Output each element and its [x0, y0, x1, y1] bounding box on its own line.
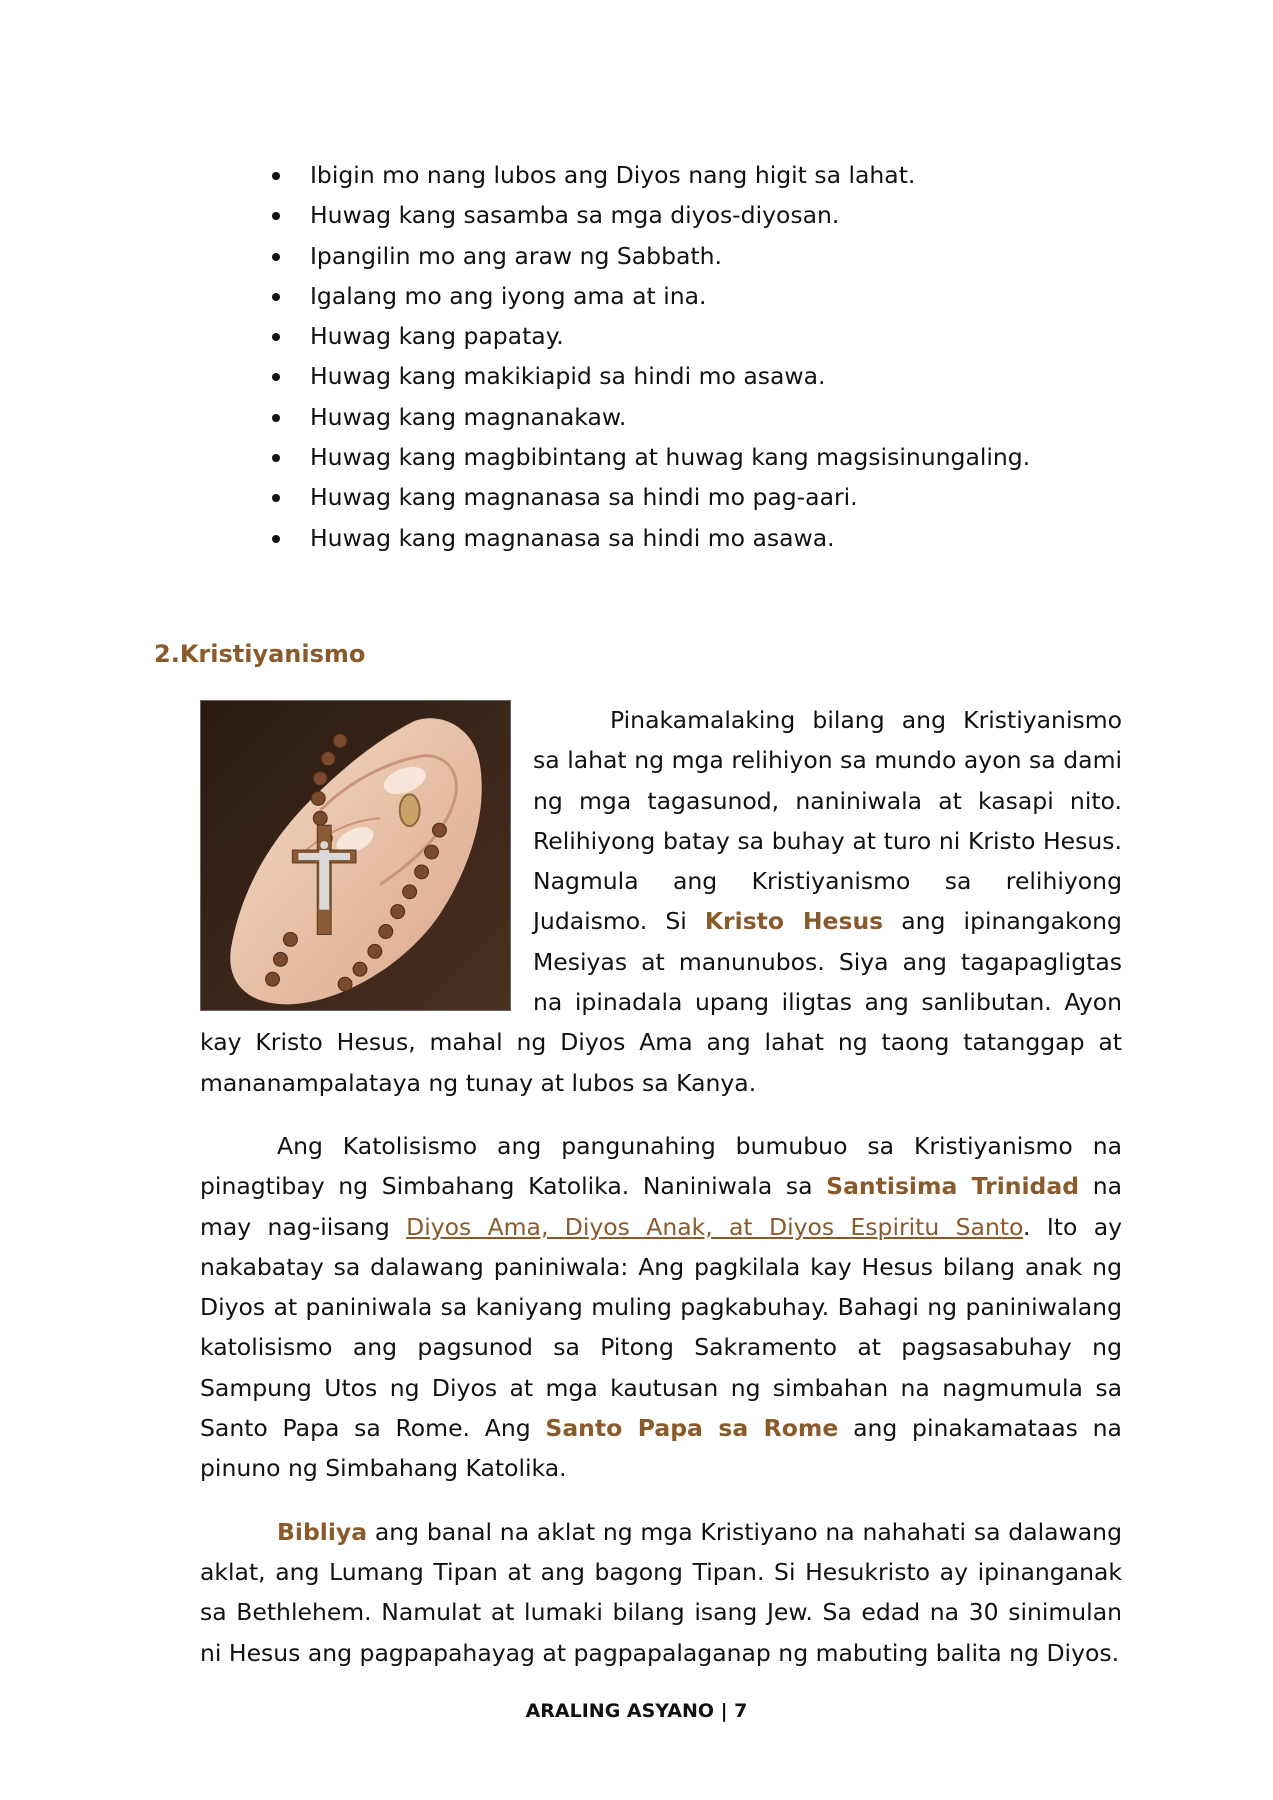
paragraph-bibliya: Bibliya ang banal na aklat ng mga Kristiyano na nahahati sa dalawang aklat, ang Lumang Tipan at ang bagong Tipan. Si Hesukristo ay ipinanganak sa Bethlehem. Namulat at lumaki bilang isang Jew. Sa edad na 30 sinimulan ni Hesus ang pagpapahayag at pagpapalaganap ng mabuting balita ng Diyos. — [200, 1517, 1122, 1667]
list-item: Ibigin mo nang lubos ang Diyos nang higit sa lahat. — [270, 155, 1030, 195]
section-heading: 2.Kristiyanismo — [154, 640, 366, 668]
list-item: Huwag kang magnanakaw. — [270, 397, 1030, 437]
list-item: Huwag kang papatay. — [270, 316, 1030, 356]
highlight-bibliya: Bibliya — [277, 1517, 368, 1546]
list-item: Ipangilin mo ang araw ng Sabbath. — [270, 236, 1030, 276]
paragraph-intro: Pinakamalaking bilang ang Kristiyanismo sa lahat ng mga relihiyon sa mundo ayon sa dami ng mga tagasunod, naniniwala at kasapi nito. Relihiyong batay sa buhay at turo ni Kristo Hesus. Nagmula ang Kristiyanismo sa relihiyong Judaismo. Si Kristo Hesus ang ipinangakong Mesiyas at manunubos. Siya ang tagapagligtas na ipinadala upang iligtas ang sanlibutan. Ayon kay Kristo Hesus, mahal ng Diyos Ama ang lahat ng taong tatanggap at mananampalataya ng tunay at lubos sa Kanya. — [200, 706, 1122, 1097]
list-item: Huwag kang sasamba sa mga diyos-diyosan. — [270, 195, 1030, 235]
list-item: Huwag kang magbibintang at huwag kang magsisinungaling. — [270, 437, 1030, 477]
page-footer: ARALING ASYANO | 7 — [525, 1700, 748, 1722]
list-item: Huwag kang magnanasa sa hindi mo asawa. — [270, 518, 1030, 558]
list-item: Huwag kang makikiapid sa hindi mo asawa. — [270, 356, 1030, 396]
rosary-hands-image — [200, 700, 511, 1011]
section-body — [200, 700, 1122, 1696]
list-item: Igalang mo ang iyong ama at ina. — [270, 276, 1030, 316]
highlight-santo-papa: Santo Papa sa Rome — [545, 1414, 839, 1443]
highlight-santisima-trinidad: Santisima Trinidad — [826, 1172, 1080, 1201]
list-item: Huwag kang magnanasa sa hindi mo pag-aari. — [270, 477, 1030, 517]
ten-commandments-list — [270, 155, 1030, 558]
highlight-kristo-hesus: Kristo Hesus — [704, 907, 884, 936]
trinity-link[interactable]: Diyos Ama, Diyos Anak, at Diyos Espiritu Santo — [406, 1212, 1024, 1241]
paragraph-katolisismo: Ang Katolisismo ang pangunahing bumubuo sa Kristiyanismo na pinagtibay ng Simbahang Katolika. Naniniwala sa Santisima Trinidad na may nag-iisang Diyos Ama, Diyos Anak, at Diyos Espiritu Santo. Ito ay nakabatay sa dalawang paniniwala: Ang pagkilala kay Hesus bilang anak ng Diyos at paniniwala sa kaniyang muling pagkabuhay. Bahagi ng paniniwalang katolisismo ang pagsunod sa Pitong Sakramento at pagsasabuhay ng Sampung Utos ng Diyos at mga kautusan ng simbahan na nagmumula sa Santo Papa sa Rome. Ang Santo Papa sa Rome ang pinakamataas na pinuno ng Simbahang Katolika. — [200, 1131, 1122, 1483]
